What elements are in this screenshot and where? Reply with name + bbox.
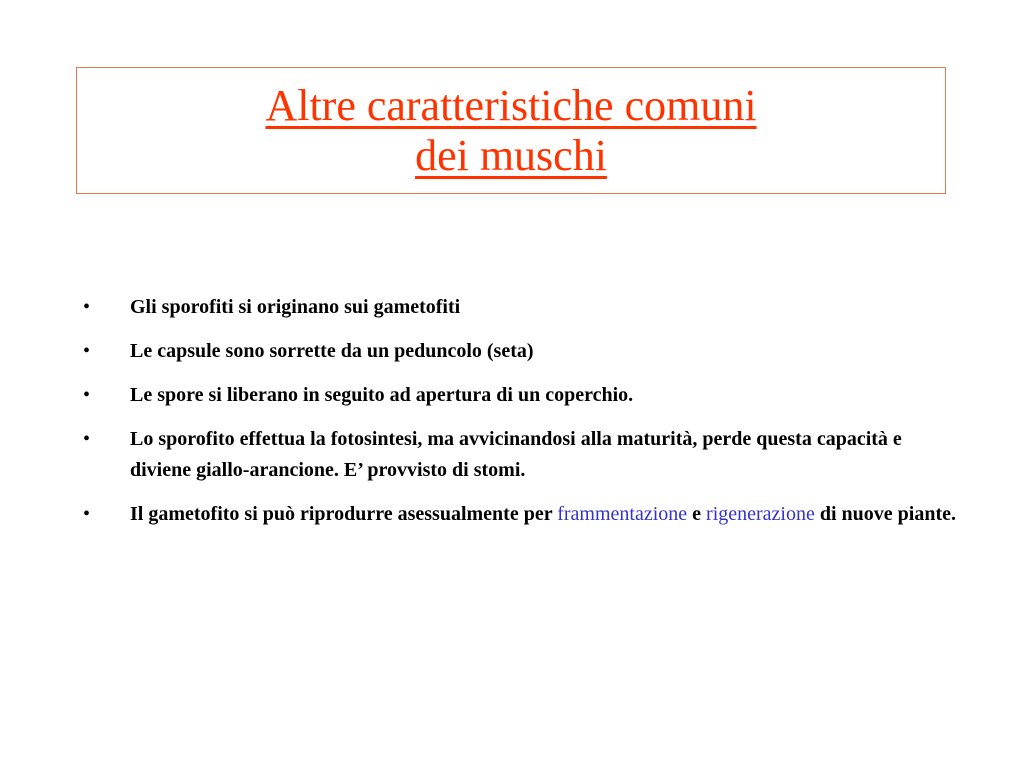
highlighted-term-rigenerazione: rigenerazione [706, 503, 815, 525]
bullet-item [83, 499, 963, 530]
bullet-item [83, 380, 963, 411]
bullet-icon: • [83, 296, 91, 318]
bullet-item [83, 336, 963, 367]
bullet-icon: • [83, 428, 91, 450]
slide-title-line-1: Altre caratteristiche comuni [265, 80, 757, 130]
bullet-text: Le spore si liberano in seguito ad apertura di un coperchio. [130, 384, 634, 406]
bullet-icon: • [83, 340, 91, 362]
bullet-text: Le capsule sono sorrette da un peduncolo (seta) [130, 340, 534, 362]
bullet-item [83, 424, 963, 486]
bullet-text: Il gametofito si può riprodurre asessualmente per [130, 503, 558, 525]
bullet-text-connector: e [687, 503, 707, 525]
bullet-text-end: di nuove piante. [814, 503, 957, 525]
bullet-item [83, 292, 963, 323]
bullet-list [83, 292, 963, 530]
bullet-text: Lo sporofito effettua la fotosintesi, ma avvicinandosi alla maturità, perde questa capacità e diviene giallo-arancione. E’ provvisto di stomi. [130, 428, 902, 481]
bullet-icon: • [83, 503, 91, 525]
highlighted-term-frammentazione: frammentazione [557, 503, 688, 525]
bullet-text: Gli sporofiti si originano sui gametofiti [130, 296, 461, 318]
bullet-icon: • [83, 384, 91, 406]
slide-title-line-2: dei muschi [415, 130, 607, 180]
title-box [76, 67, 946, 194]
